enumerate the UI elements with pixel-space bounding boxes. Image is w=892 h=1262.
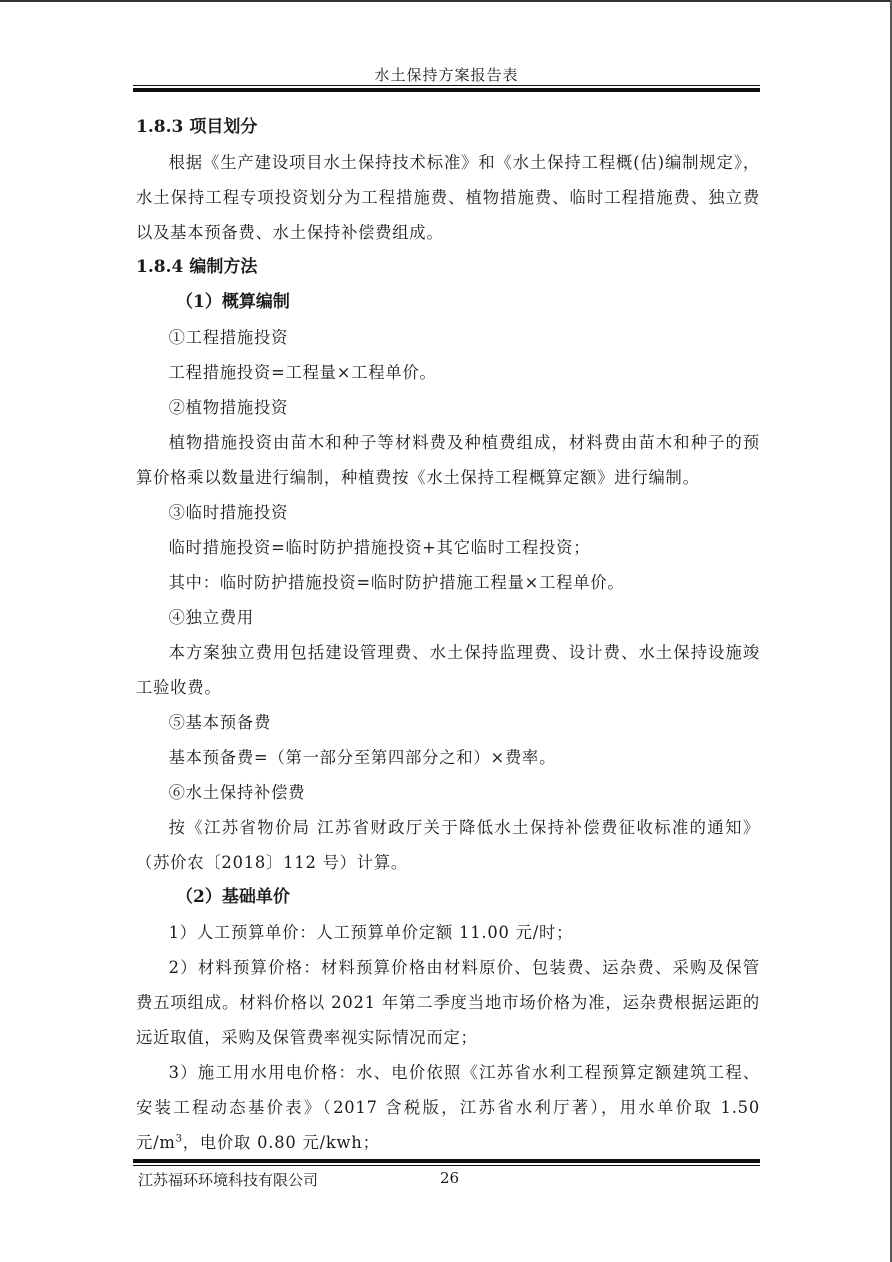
paragraph-labor-price: 1）人工预算单价：人工预算单价定额 11.00 元/时； — [168, 923, 574, 942]
paragraph-temporary-investment-1: 临时措施投资=临时防护措施投资+其它临时工程投资； — [168, 538, 591, 557]
item-title-compensation-fee: ⑥水土保持补偿费 — [168, 783, 306, 802]
item-title-plant-investment: ②植物措施投资 — [168, 398, 289, 417]
page-header-title: 水土保持方案报告表 — [374, 66, 519, 84]
header-rule-thick — [133, 88, 760, 92]
footer-page-number: 26 — [440, 1169, 460, 1187]
subheading-budget-compilation: （1）概算编制 — [176, 292, 290, 312]
section-heading-1-8-4 — [136, 250, 760, 285]
paragraph-basic-reserve: 基本预备费=（第一部分至第四部分之和）×费率。 — [168, 748, 557, 767]
footer-rule-thick — [133, 1159, 760, 1163]
page-top-border — [0, 0, 892, 2]
water-electricity-text-end: ，电价取 0.80 元/kwh； — [182, 1133, 380, 1152]
paragraph-water-electricity-price — [136, 1055, 760, 1160]
superscript-cubic: 3 — [175, 1133, 183, 1145]
header-rule-thin — [133, 85, 760, 86]
item-title-engineering-investment: ①工程措施投资 — [168, 328, 289, 347]
item-title-independent-cost: ④独立费用 — [168, 608, 255, 627]
paragraph-engineering-investment: 工程措施投资=工程量×工程单价。 — [168, 363, 437, 382]
footer-company-name: 江苏福环环境科技有限公司 — [138, 1171, 319, 1189]
item-title-basic-reserve: ⑤基本预备费 — [168, 713, 272, 732]
section-title: 项目划分 — [189, 117, 258, 137]
item-title-temporary-investment: ③临时措施投资 — [168, 503, 289, 522]
paragraph-material-price: 2）材料预算价格：材料预算价格由材料原价、包装费、运杂费、采购及保管费五项组成。材料价格以 2021 年第二季度当地市场价格为准，运杂费根据运距的远近取值，采购及保管费率视实际情况而定； — [136, 958, 760, 1047]
subheading-base-unit-price: （2）基础单价 — [176, 887, 290, 907]
footer-rule-thin — [133, 1165, 760, 1166]
section-number: 1.8.4 — [136, 257, 184, 277]
water-electricity-text: 3）施工用水用电价格：水、电价依照《江苏省水利工程预算定额建筑工程、安装工程动态基价表》（2017 含税版，江苏省水利厅著），用水单价取 1.50 元/m — [136, 1063, 760, 1152]
paragraph-project-division: 根据《生产建设项目水土保持技术标准》和《水土保持工程概(估)编制规定》，水土保持工程专项投资划分为工程措施费、植物措施费、临时工程措施费、独立费以及基本预备费、水土保持补偿费组成。 — [136, 153, 760, 242]
section-title: 编制方法 — [189, 257, 258, 277]
paragraph-plant-investment: 植物措施投资由苗木和种子等材料费及种植费组成，材料费由苗木和种子的预算价格乘以数量进行编制，种植费按《水土保持工程概算定额》进行编制。 — [136, 433, 760, 487]
document-body — [136, 110, 760, 1160]
paragraph-independent-cost: 本方案独立费用包括建设管理费、水土保持监理费、设计费、水土保持设施竣工验收费。 — [136, 643, 760, 697]
paragraph-temporary-investment-2: 其中：临时防护措施投资=临时防护措施工程量×工程单价。 — [168, 573, 625, 592]
section-heading-1-8-3 — [136, 110, 760, 145]
paragraph-compensation-fee: 按《江苏省物价局 江苏省财政厅关于降低水土保持补偿费征收标准的通知》（苏价农〔2018〕112 号）计算。 — [136, 818, 760, 872]
section-number: 1.8.3 — [136, 117, 184, 137]
